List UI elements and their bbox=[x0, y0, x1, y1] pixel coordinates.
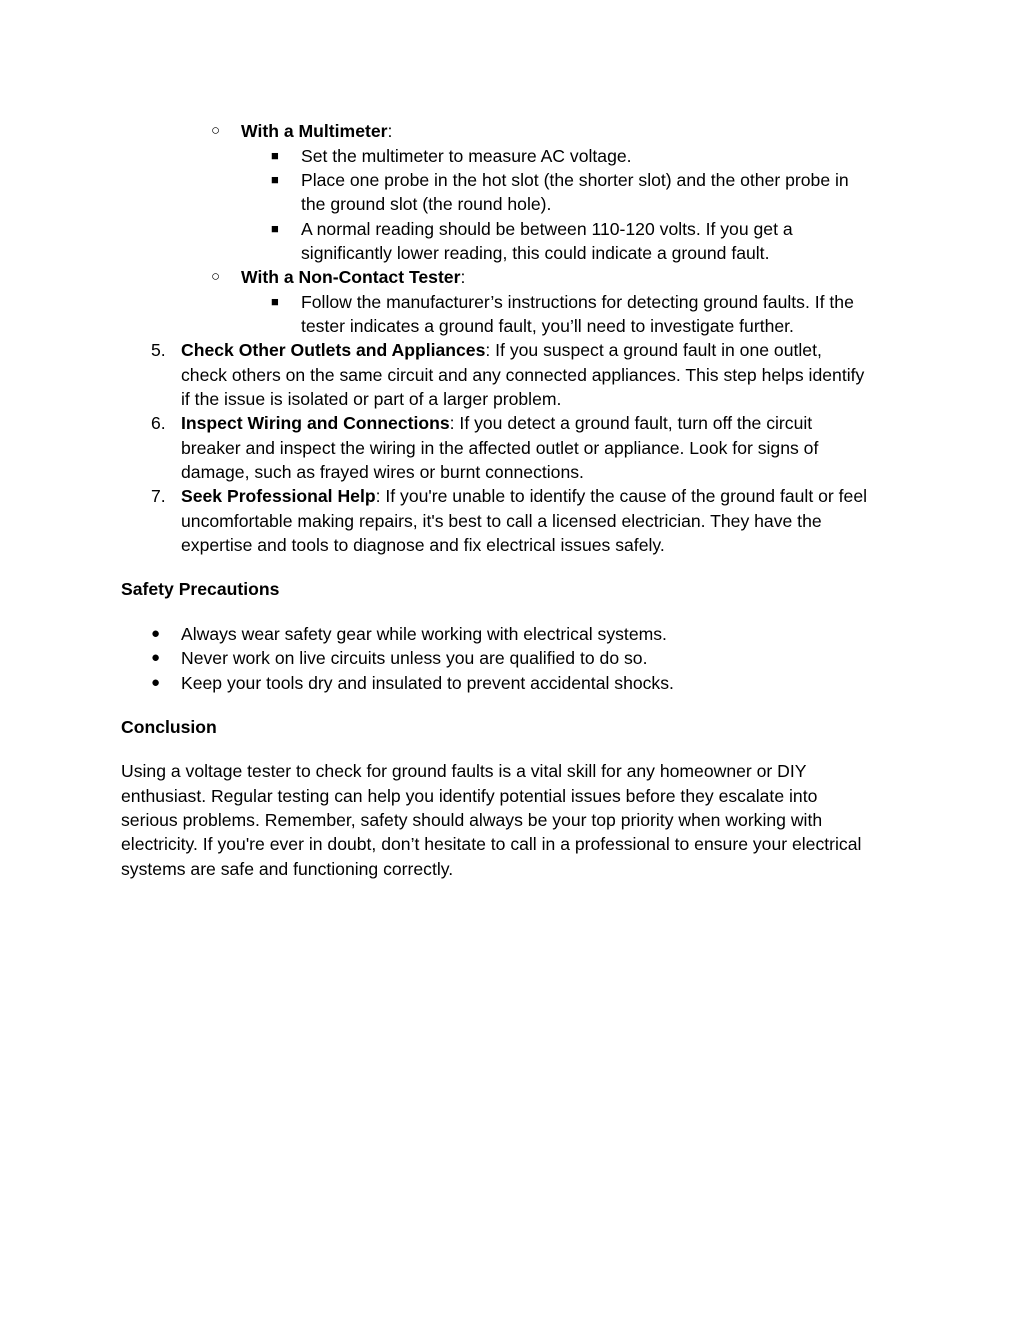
numbered-item-text bbox=[181, 484, 867, 508]
conclusion-paragraph-line: systems are safe and functioning correctly. bbox=[121, 859, 454, 879]
subsublist-item-text: tester indicates a ground fault, you’ll need to investigate further. bbox=[301, 316, 794, 336]
bullet-item-text: Always wear safety gear while working with electrical systems. bbox=[181, 624, 667, 644]
subsublist-item-text: significantly lower reading, this could indicate a ground fault. bbox=[301, 243, 770, 263]
numbered-item-title: Inspect Wiring and Connections bbox=[181, 413, 450, 433]
numbered-item-text: expertise and tools to diagnose and fix electrical issues safely. bbox=[181, 535, 665, 555]
conclusion-paragraph-line: enthusiast. Regular testing can help you identify potential issues before they escalate into bbox=[121, 786, 818, 806]
sublist-item-suffix: : bbox=[387, 121, 393, 141]
numbered-item-text bbox=[181, 338, 822, 362]
list-number: 7. bbox=[151, 486, 166, 506]
subsublist-item-text: Follow the manufacturer’s instructions for detecting ground faults. If the bbox=[301, 292, 854, 312]
bullet-disc-icon: ● bbox=[151, 674, 161, 691]
subsublist-item-text: A normal reading should be between 110-120 volts. If you get a bbox=[301, 219, 793, 239]
numbered-item-text: if the issue is isolated or part of a larger problem. bbox=[181, 389, 562, 409]
section-heading-conclusion: Conclusion bbox=[121, 717, 217, 737]
conclusion-paragraph-line: Using a voltage tester to check for ground faults is a vital skill for any homeowner or DIY bbox=[121, 761, 807, 781]
sublist-item-text bbox=[241, 265, 465, 289]
conclusion-paragraph-line: serious problems. Remember, safety should always be your top priority when working with bbox=[121, 810, 823, 830]
bullet-item-text: Never work on live circuits unless you are qualified to do so. bbox=[181, 648, 648, 668]
conclusion-paragraph-line: electricity. If you're ever in doubt, don’t hesitate to call in a professional to ensure your electrical bbox=[121, 834, 862, 854]
numbered-item-body: : If you suspect a ground fault in one outlet, bbox=[485, 340, 822, 360]
list-number: 5. bbox=[151, 340, 166, 360]
numbered-item-title: Seek Professional Help bbox=[181, 486, 376, 506]
hollow-circle-bullet-icon: ○ bbox=[211, 268, 221, 285]
bullet-item-text: Keep your tools dry and insulated to prevent accidental shocks. bbox=[181, 673, 674, 693]
numbered-item-text: uncomfortable making repairs, it's best to call a licensed electrician. They have the bbox=[181, 511, 822, 531]
square-bullet-icon: ■ bbox=[271, 221, 279, 236]
numbered-item-text: check others on the same circuit and any connected appliances. This step helps identify bbox=[181, 365, 865, 385]
subsublist-item-text: Place one probe in the hot slot (the shorter slot) and the other probe in bbox=[301, 170, 849, 190]
sublist-item-text bbox=[241, 119, 392, 143]
sublist-item-title: With a Non-Contact Tester bbox=[241, 267, 461, 287]
list-number: 6. bbox=[151, 413, 166, 433]
numbered-item-title: Check Other Outlets and Appliances bbox=[181, 340, 486, 360]
square-bullet-icon: ■ bbox=[271, 172, 279, 187]
subsublist-item-text: Set the multimeter to measure AC voltage. bbox=[301, 146, 632, 166]
sublist-item-suffix: : bbox=[460, 267, 466, 287]
numbered-item-text: breaker and inspect the wiring in the affected outlet or appliance. Look for signs of bbox=[181, 438, 819, 458]
bullet-disc-icon: ● bbox=[151, 649, 161, 666]
sublist-item-title: With a Multimeter bbox=[241, 121, 388, 141]
bullet-disc-icon: ● bbox=[151, 625, 161, 642]
square-bullet-icon: ■ bbox=[271, 148, 279, 163]
hollow-circle-bullet-icon: ○ bbox=[211, 122, 221, 139]
square-bullet-icon: ■ bbox=[271, 294, 279, 309]
numbered-item-text: damage, such as frayed wires or burnt connections. bbox=[181, 462, 584, 482]
numbered-item-body: : If you detect a ground fault, turn off the circuit bbox=[449, 413, 813, 433]
numbered-item-body: : If you're unable to identify the cause of the ground fault or feel bbox=[375, 486, 868, 506]
section-heading-safety: Safety Precautions bbox=[121, 579, 280, 599]
numbered-item-text bbox=[181, 411, 812, 435]
subsublist-item-text: the ground slot (the round hole). bbox=[301, 194, 552, 214]
